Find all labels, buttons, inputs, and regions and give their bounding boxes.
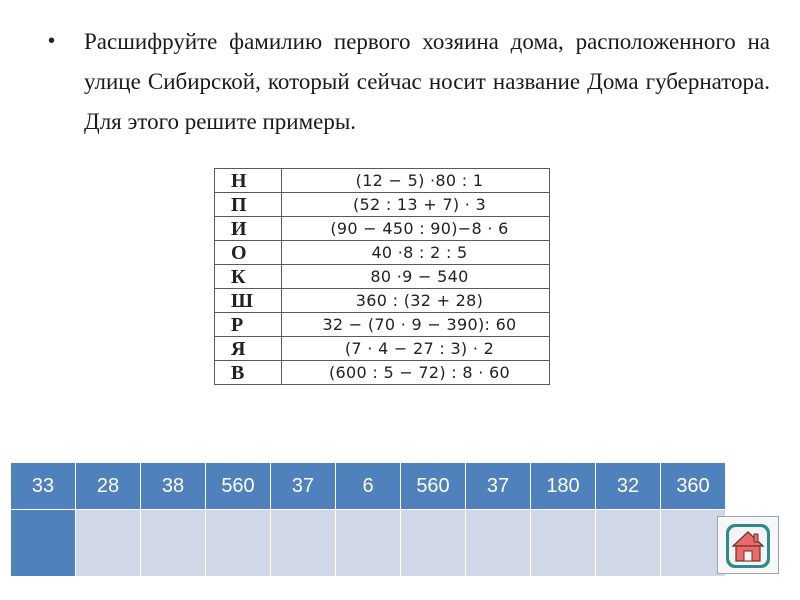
cipher-row: [215, 361, 550, 385]
answer-grid: [10, 462, 726, 577]
cipher-letter: Я: [215, 337, 282, 361]
cipher-row: [215, 313, 550, 337]
cipher-expression: 80 ·9 − 540: [282, 265, 550, 289]
cipher-expression: (52 : 13 + 7) · 3: [282, 193, 550, 217]
answer-number: 32: [596, 463, 661, 510]
answer-numbers-row: [11, 463, 726, 510]
cipher-expression: (12 − 5) ·80 : 1: [282, 169, 550, 193]
letter-slot[interactable]: [76, 510, 141, 577]
answer-number: 37: [466, 463, 531, 510]
cipher-letter: О: [215, 241, 282, 265]
letter-slot[interactable]: [271, 510, 336, 577]
cipher-row: [215, 289, 550, 313]
cipher-letter: В: [215, 361, 282, 385]
letter-slot[interactable]: [531, 510, 596, 577]
answer-number: 560: [401, 463, 466, 510]
letter-slot[interactable]: [141, 510, 206, 577]
cipher-row: [215, 193, 550, 217]
letter-slot[interactable]: [661, 510, 726, 577]
cipher-expression: (600 : 5 − 72) : 8 · 60: [282, 361, 550, 385]
cipher-row: [215, 169, 550, 193]
letter-slot[interactable]: [401, 510, 466, 577]
answer-number: 33: [11, 463, 76, 510]
answer-number: 560: [206, 463, 271, 510]
cipher-letter: Ш: [215, 289, 282, 313]
cipher-table: [214, 168, 550, 385]
answer-number: 37: [271, 463, 336, 510]
letter-slot[interactable]: [11, 510, 76, 577]
letter-slot[interactable]: [466, 510, 531, 577]
task-text: Расшифруйте фамилию первого хозяина дома, расположенного на улице Сибирской, который сейчас носит название Дома губернатора. Для этого решите примеры.: [84, 29, 770, 134]
cipher-letter: К: [215, 265, 282, 289]
answer-letters-row: [11, 510, 726, 577]
cipher-row: [215, 337, 550, 361]
cipher-expression: (90 − 450 : 90)−8 · 6: [282, 217, 550, 241]
letter-slot[interactable]: [206, 510, 271, 577]
cipher-letter: И: [215, 217, 282, 241]
cipher-letter: Р: [215, 313, 282, 337]
home-icon: [723, 521, 773, 571]
cipher-expression: 360 : (32 + 28): [282, 289, 550, 313]
cipher-expression: 40 ·8 : 2 : 5: [282, 241, 550, 265]
cipher-row: [215, 241, 550, 265]
letter-slot[interactable]: [336, 510, 401, 577]
cipher-letter: П: [215, 193, 282, 217]
letter-slot[interactable]: [596, 510, 661, 577]
answer-number: 180: [531, 463, 596, 510]
cipher-expression: (7 · 4 − 27 : 3) · 2: [282, 337, 550, 361]
cipher-row: [215, 217, 550, 241]
home-button[interactable]: [717, 516, 779, 574]
cipher-expression: 32 − (70 · 9 − 390): 60: [282, 313, 550, 337]
answer-number: 360: [661, 463, 726, 510]
bullet-point: •: [48, 30, 56, 52]
cipher-row: [215, 265, 550, 289]
answer-number: 6: [336, 463, 401, 510]
cipher-letter: Н: [215, 169, 282, 193]
answer-number: 38: [141, 463, 206, 510]
answer-number: 28: [76, 463, 141, 510]
